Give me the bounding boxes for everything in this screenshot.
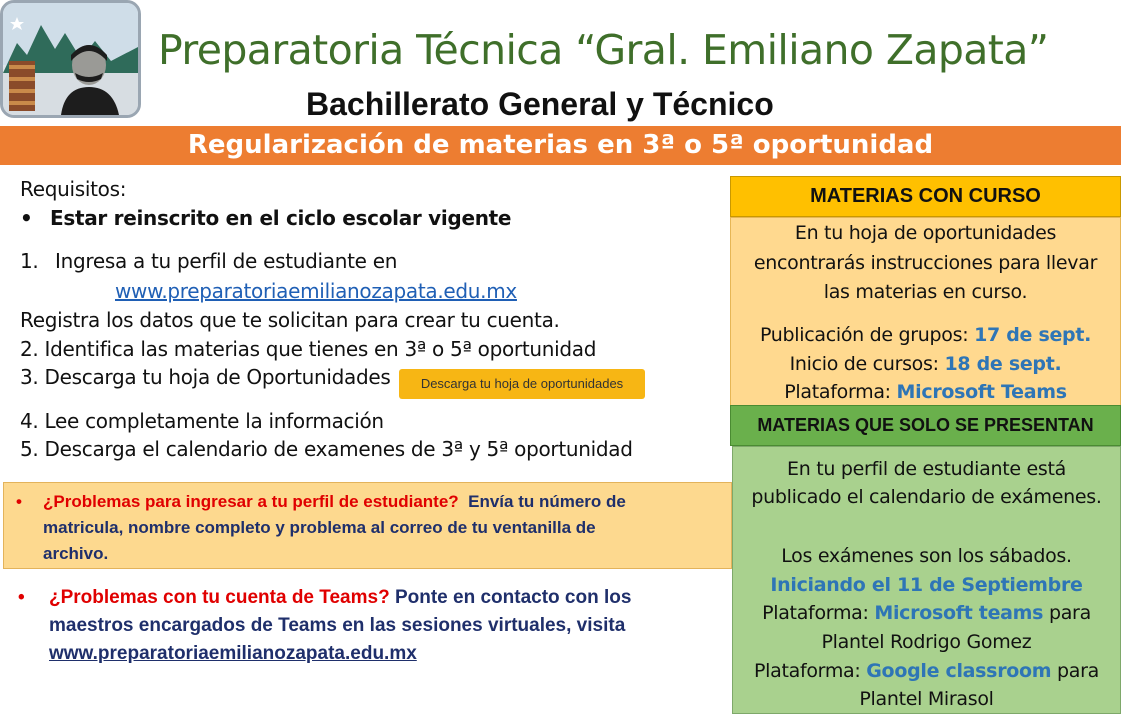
exam-platform-2 xyxy=(732,660,1121,682)
course-start xyxy=(730,353,1121,375)
course-line-1: En tu hoja de oportunidades xyxy=(794,222,1057,244)
course-subjects-header: MATERIAS CON CURSO xyxy=(730,176,1121,217)
requirements-heading: Requisitos: xyxy=(20,177,127,201)
teams-problem xyxy=(18,584,718,668)
profile-problem-question: ¿Problemas para ingresar a tu perfil de estudiante? xyxy=(43,492,459,511)
platform-2-name: Google classroom xyxy=(866,660,1052,682)
platform-label: Plataforma: xyxy=(762,602,869,624)
groups-label: Publicación de grupos: xyxy=(759,324,969,346)
school-name: Preparatoria Técnica “Gral. Emiliano Zapata” xyxy=(158,26,1049,74)
banner-title: Regularización de materias en 3ª o 5ª oportunidad xyxy=(0,126,1121,165)
step-1 xyxy=(20,249,397,273)
download-opportunities-button[interactable]: Descarga tu hoja de oportunidades xyxy=(399,369,645,399)
profile-problem-answer-2: matricula, nombre completo y problema al correo de tu ventanilla de xyxy=(43,518,596,537)
step-2: 2. Identifica las materias que tienes en 3ª o 5ª oportunidad xyxy=(20,337,597,361)
course-platform xyxy=(730,381,1121,403)
exam-line-2: publicado el calendario de exámenes. xyxy=(751,486,1102,508)
platform-1-suffix: para xyxy=(1048,602,1091,624)
bullet: • xyxy=(20,206,33,230)
teams-problem-link[interactable]: www.preparatoriaemilianozapata.edu.mx xyxy=(49,643,417,664)
teams-problem-answer-2: maestros encargados de Teams en las sesiones virtuales, visita xyxy=(49,615,626,636)
exam-platform-1 xyxy=(732,602,1121,624)
page-subtitle: Bachillerato General y Técnico xyxy=(306,86,774,122)
profile-link[interactable]: www.preparatoriaemilianozapata.edu.mx xyxy=(115,279,517,303)
course-line-2: encontrarás instrucciones para llevar xyxy=(753,252,1098,274)
exam-start: Iniciando el 11 de Septiembre xyxy=(770,574,1083,596)
step-5: 5. Descarga el calendario de examenes de 3ª y 5ª oportunidad xyxy=(20,437,633,461)
course-subjects-panel xyxy=(730,217,1121,407)
course-line-3: las materias en curso. xyxy=(823,281,1028,303)
bullet: • xyxy=(16,492,22,511)
platform-2-suffix: para xyxy=(1057,660,1099,682)
problem-row-1 xyxy=(16,489,721,515)
campus-2: Plantel Mirasol xyxy=(859,688,994,710)
step-4: 4. Lee completamente la información xyxy=(20,409,384,433)
exam-line-3: Los exámenes son los sábados. xyxy=(781,545,1072,567)
school-crest-icon xyxy=(3,3,138,115)
exam-line-1: En tu perfil de estudiante está xyxy=(787,458,1066,480)
requirement-text: Estar reinscrito en el ciclo escolar vigente xyxy=(50,206,512,230)
start-label: Inicio de cursos: xyxy=(789,353,939,375)
exam-subjects-header: MATERIAS QUE SOLO SE PRESENTAN xyxy=(730,405,1121,446)
teams-row-1 xyxy=(18,584,718,612)
platform-label: Plataforma: xyxy=(784,381,891,403)
groups-publication xyxy=(730,324,1121,346)
step-1-note: Registra los datos que te solicitan para crear tu cuenta. xyxy=(20,308,560,332)
teams-problem-question: ¿Problemas con tu cuenta de Teams? xyxy=(49,587,390,608)
profile-problem-box xyxy=(3,482,732,569)
platform-name: Microsoft Teams xyxy=(896,381,1067,403)
platform-1-name: Microsoft teams xyxy=(874,602,1044,624)
teams-problem-answer-1: Ponte en contacto con los xyxy=(394,587,632,608)
school-logo xyxy=(0,0,141,118)
step-1-text: Ingresa a tu perfil de estudiante en xyxy=(55,249,398,273)
bullet: • xyxy=(18,587,25,608)
profile-problem-answer-3: archivo. xyxy=(43,544,109,563)
groups-date: 17 de sept. xyxy=(974,324,1092,346)
start-date: 18 de sept. xyxy=(944,353,1062,375)
step-1-number: 1. xyxy=(20,249,39,273)
step-3: 3. Descarga tu hoja de Oportunidades xyxy=(20,365,391,389)
profile-problem-answer-1: Envía tu número de xyxy=(468,492,626,511)
platform-label: Plataforma: xyxy=(753,660,861,682)
campus-1: Plantel Rodrigo Gomez xyxy=(821,631,1032,653)
requirement-item xyxy=(20,206,511,230)
